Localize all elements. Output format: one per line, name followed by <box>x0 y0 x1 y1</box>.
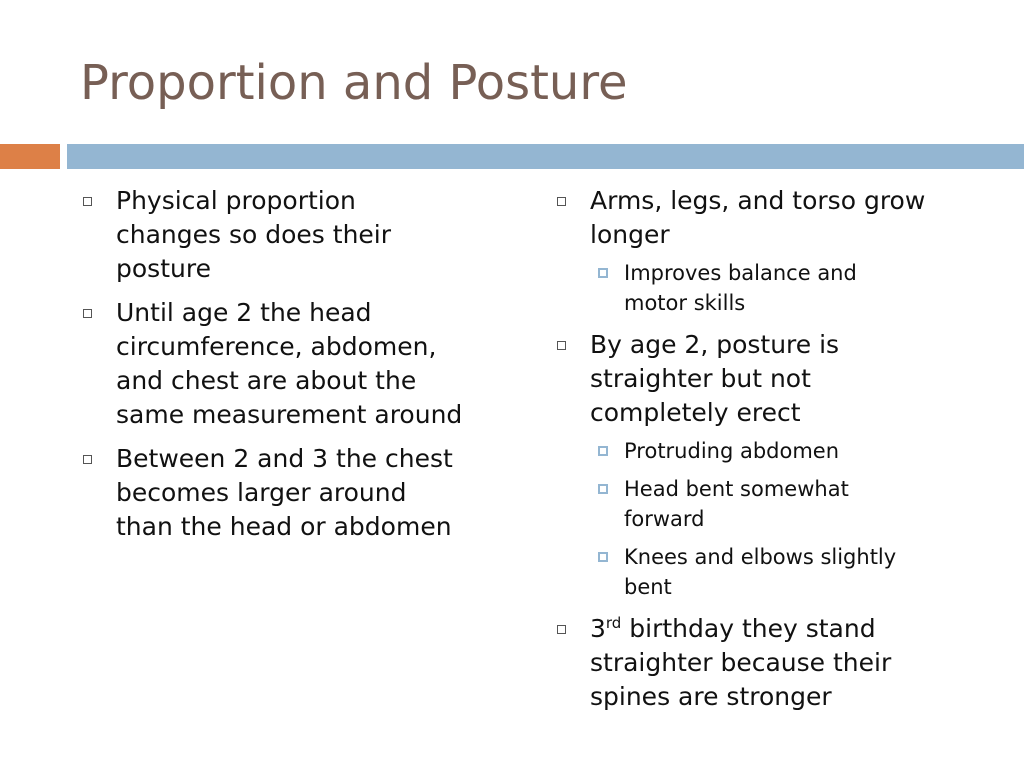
sub-bullet-group <box>554 258 994 318</box>
square-bullet-icon <box>83 455 92 464</box>
bullet-item <box>80 442 500 544</box>
bullet-line: than the head or abdomen <box>116 512 452 541</box>
bullet-item <box>554 184 994 252</box>
sub-bullet-item <box>554 474 994 534</box>
square-bullet-icon <box>83 309 92 318</box>
filled-square-bullet-icon <box>598 552 608 562</box>
square-bullet-icon <box>557 341 566 350</box>
sub-bullet-item <box>554 436 994 466</box>
bullet-item <box>554 328 994 430</box>
bullet-line: Arms, legs, and torso grow <box>590 186 926 215</box>
sub-bullet-line: Head bent somewhat <box>624 477 849 501</box>
bullet-line: and chest are about the <box>116 366 417 395</box>
sub-bullet-line: forward <box>624 507 705 531</box>
sub-bullet-item <box>554 258 994 318</box>
sub-bullet-line: Protruding abdomen <box>624 439 840 463</box>
bullet-line <box>590 612 994 646</box>
bullet-line-rest: birthday they stand <box>621 614 876 643</box>
bullet-line: Between 2 and 3 the chest <box>116 444 453 473</box>
bullet-line: By age 2, posture is <box>590 330 840 359</box>
right-column <box>554 184 994 724</box>
bullet-line: circumference, abdomen, <box>116 332 437 361</box>
bullet-line: Until age 2 the head <box>116 298 372 327</box>
accent-bar-blue <box>67 144 1024 169</box>
square-bullet-icon <box>557 625 566 634</box>
square-bullet-icon <box>557 197 566 206</box>
bullet-line: spines are stronger <box>590 682 832 711</box>
bullet-line: completely erect <box>590 398 801 427</box>
sub-bullet-item <box>554 542 994 602</box>
sub-bullet-group <box>554 436 994 602</box>
bullet-line: Physical proportion <box>116 186 356 215</box>
filled-square-bullet-icon <box>598 484 608 494</box>
bullet-line: longer <box>590 220 670 249</box>
sub-bullet-line: Knees and elbows slightly <box>624 545 897 569</box>
ordinal-suffix: rd <box>605 614 622 632</box>
bullet-line: becomes larger around <box>116 478 407 507</box>
ordinal-number: 3 <box>590 614 606 643</box>
bullet-line: changes so does their <box>116 220 392 249</box>
bullet-item <box>80 296 500 432</box>
square-bullet-icon <box>83 197 92 206</box>
bullet-line: same measurement around <box>116 400 463 429</box>
bullet-line: straighter but not <box>590 364 811 393</box>
slide-title: Proportion and Posture <box>80 55 628 111</box>
filled-square-bullet-icon <box>598 446 608 456</box>
filled-square-bullet-icon <box>598 268 608 278</box>
accent-bar-orange <box>0 144 60 169</box>
bullet-line: straighter because their <box>590 648 892 677</box>
left-column <box>80 184 500 554</box>
sub-bullet-line: Improves balance and <box>624 261 857 285</box>
bullet-line: posture <box>116 254 211 283</box>
bullet-item <box>80 184 500 286</box>
sub-bullet-line: bent <box>624 575 672 599</box>
sub-bullet-line: motor skills <box>624 291 746 315</box>
bullet-item <box>554 612 994 714</box>
